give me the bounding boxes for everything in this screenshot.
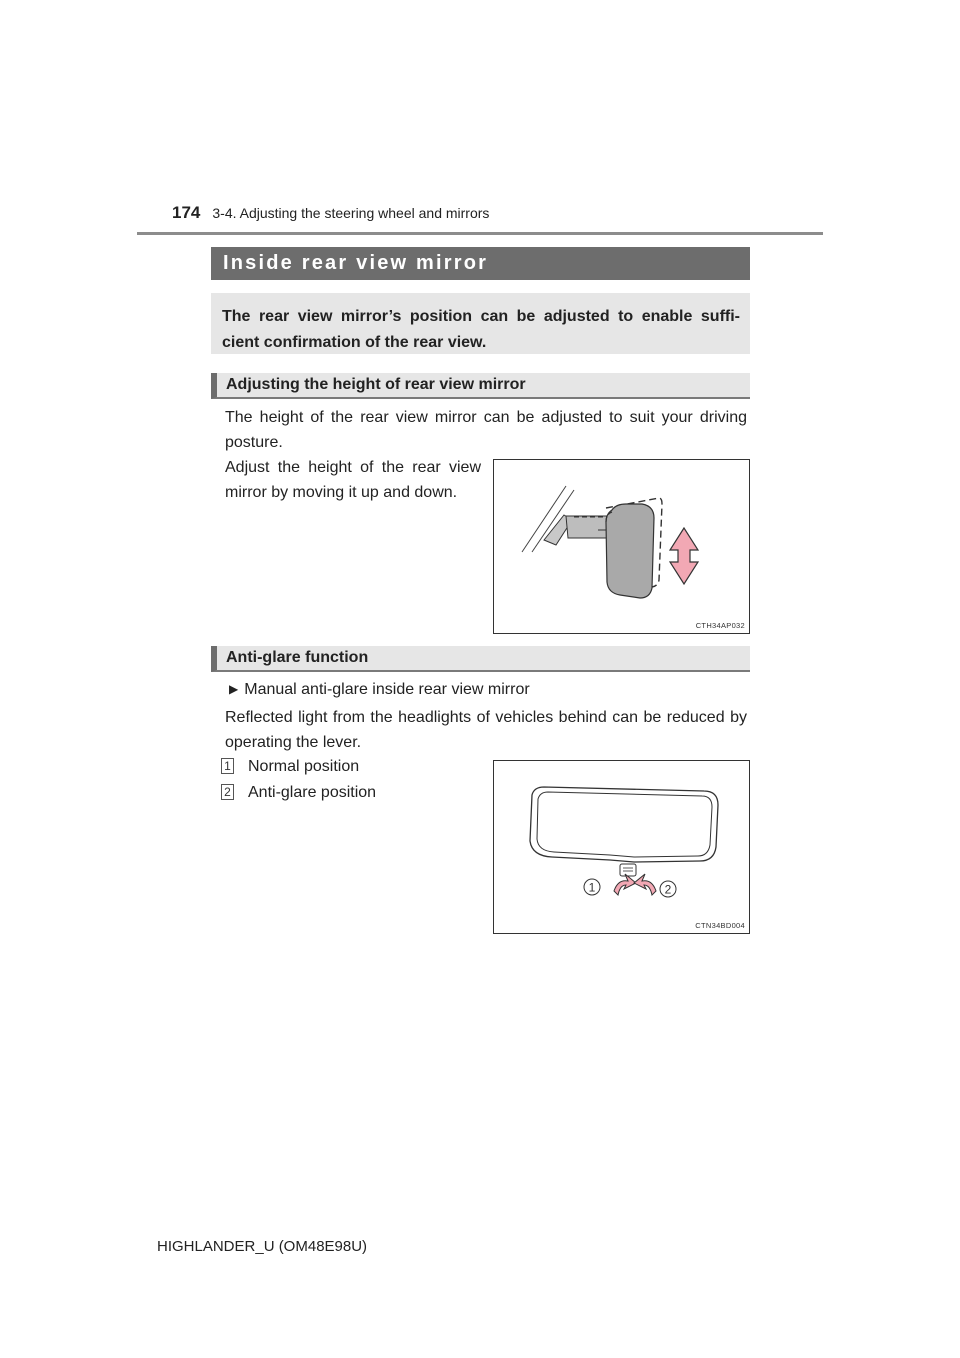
callout-2-text: 2 <box>664 882 672 897</box>
section-title: 3-4. Adjusting the steering wheel and mirrors <box>212 205 490 221</box>
antiglare-bullet-text: Manual anti-glare inside rear view mirror <box>244 681 530 698</box>
figure-code: CTH34AP032 <box>695 621 745 630</box>
subheading-height: Adjusting the height of rear view mirror <box>211 373 750 399</box>
position-label: Normal position <box>248 758 360 775</box>
height-paragraph-1: The height of the rear view mirror can be adjusted to suit your driving posture. <box>225 409 747 451</box>
figure-code: CTN34BD004 <box>695 921 745 930</box>
antiglare-bullet <box>229 677 745 702</box>
antiglare-figure <box>493 760 750 934</box>
page-header <box>172 203 489 229</box>
arrow-position-1-icon <box>614 874 636 895</box>
page-title: Inside rear view mirror <box>211 247 750 280</box>
mirror-height-illustration <box>494 460 749 633</box>
position-label: Anti-glare position <box>248 784 377 801</box>
position-item-2 <box>221 780 481 805</box>
footer-model: HIGHLANDER_U (OM48E98U) <box>157 1238 368 1255</box>
antiglare-paragraph: Reflected light from the headlights of vehicles behind can be reduced by operating the lever. <box>225 709 747 751</box>
subheading-antiglare: Anti-glare function <box>211 646 750 672</box>
intro-box: The rear view mirror’s position can be adjusted to enable suffi- cient confirmation of the rear view. <box>211 293 750 354</box>
mirror-height-figure <box>493 459 750 634</box>
triangle-bullet-icon: ▶ <box>229 682 239 696</box>
position-item-1 <box>221 754 481 779</box>
page-number: 174 <box>172 203 201 222</box>
antiglare-illustration <box>494 761 749 933</box>
height-paragraph-2: Adjust the height of the rear view mirror by moving it up and down. <box>225 459 481 501</box>
up-down-arrow-icon <box>670 528 698 584</box>
header-rule <box>137 232 823 235</box>
callout-1-text: 1 <box>588 880 596 895</box>
number-badge: 1 <box>221 758 234 774</box>
arrow-position-2-icon <box>634 874 656 895</box>
number-badge: 2 <box>221 784 234 800</box>
